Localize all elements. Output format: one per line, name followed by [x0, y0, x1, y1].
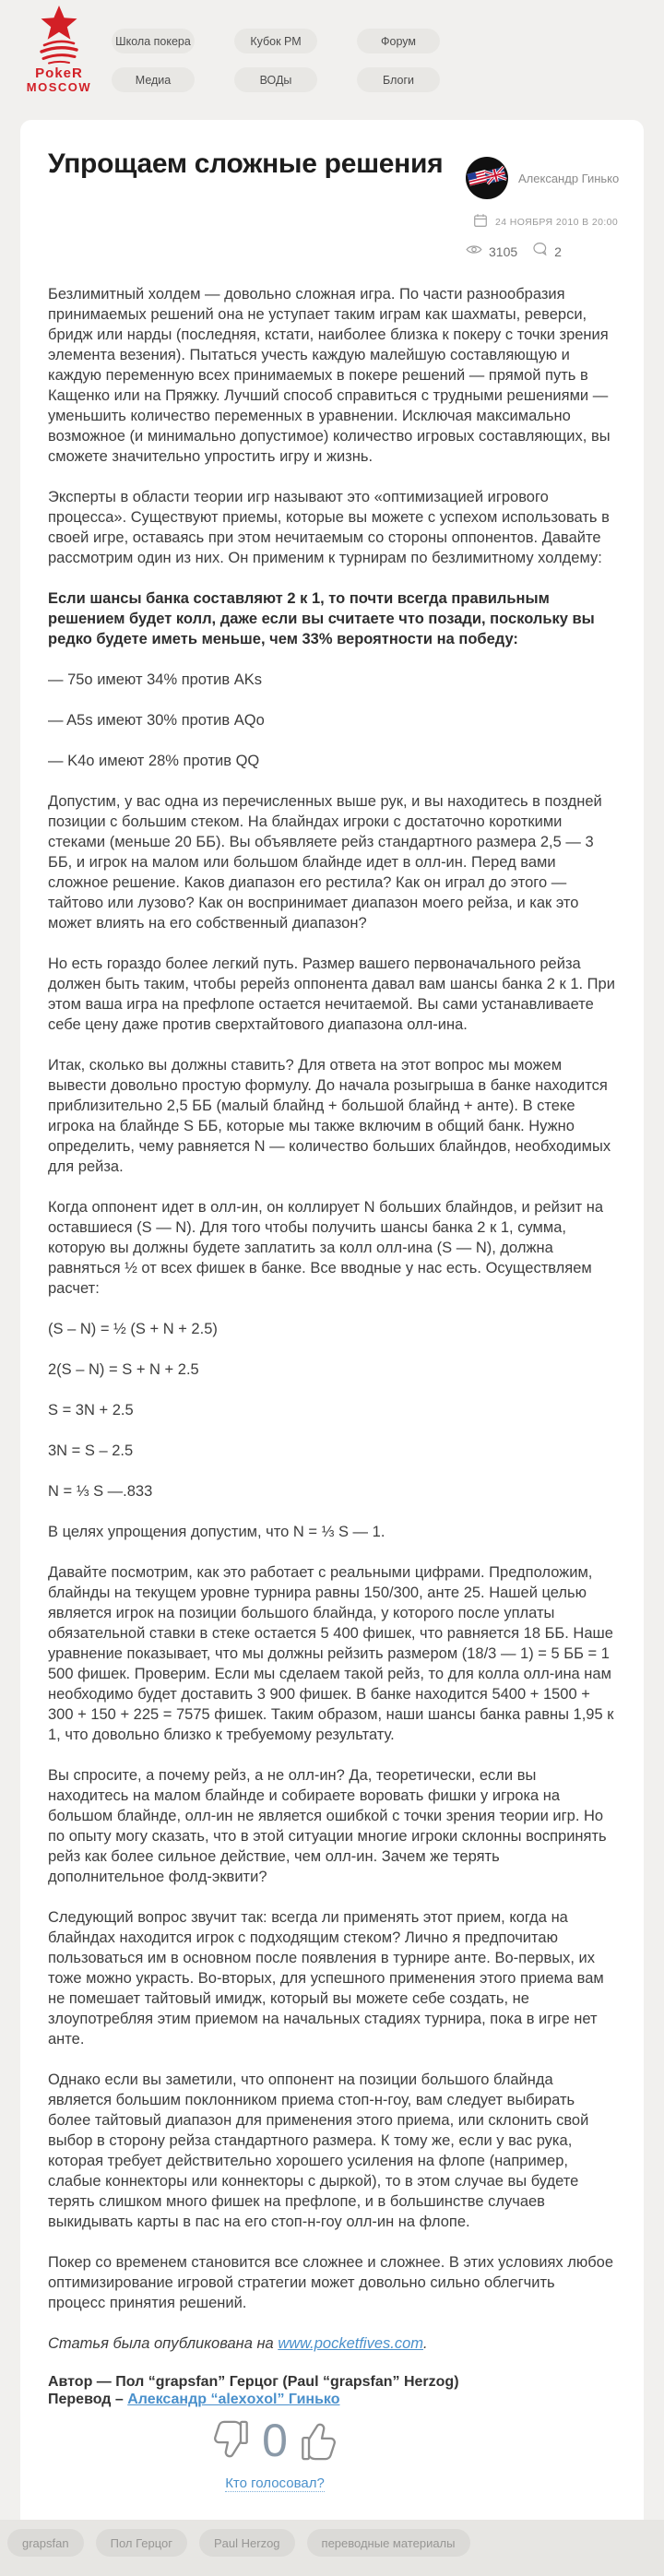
tag-pill[interactable]: Paul Herzog — [199, 2529, 295, 2557]
vote-area — [48, 2417, 502, 2492]
views-count: 3105 — [489, 243, 518, 259]
author-name[interactable]: Александр Гинько — [518, 171, 620, 185]
credit-translation-line — [48, 2391, 616, 2408]
article-paragraph: В целях упрощения допустим, что N = ⅓ S — 1. — [48, 1524, 385, 1540]
tag-pill[interactable]: переводные материалы — [307, 2529, 470, 2557]
comments-icon — [532, 242, 548, 261]
article-head — [48, 146, 620, 284]
article-paragraph: Давайте посмотрим, как это работает с реальными цифрами. Предположим, блайнды на текущем уровне турнира равны 150/300, анте 25. Нашей целью является игрок на позиции большого блайнда, у которого после уплаты обязательной ставки в стеке остается 5 400 фишек, что равняется 18 ББ. Наше уравнение показывает, что мы должны рейзить размером (18/3 — 1) = 5 ББ = 1 500 фишек. Проверим. Если мы сделаем такой рейз, то для колла олл-ина нам необходимо будет доставить 3 900 фишек. В банке находится 5400 + 1500 + 300 + 150 + 225 = 7575 фишек. Таким образом, наши шансы банка равны 1,95 к 1, что довольно близко к требуемому результату. — [48, 1564, 614, 1743]
article-paragraph: — 75o имеют 34% против AKs — [48, 671, 263, 688]
avatar[interactable] — [466, 157, 508, 199]
article-paragraph: 3N = S – 2.5 — [48, 1442, 134, 1459]
source-line — [48, 2333, 616, 2354]
publish-date: 24 НОЯБРЯ 2010 В 20:00 — [495, 216, 619, 228]
article-paragraph: Следующий вопрос звучит так: всегда ли применять этот прием, когда на блайндах находится игрок с подходящим стеком? Лично я предпочитаю пользоваться им в основном после появления в турнире анте. Во-первых, их тоже можно украсть. Во-вторых, для успешного применения этого приема вам не помешает тайтовый имидж, который вы можете себе создать, не злоупотребляя этим приемом на начальных стадиях турнира, пока в игре нет анте. — [48, 1909, 604, 2048]
article-paragraph: N = ⅓ S —.833 — [48, 1483, 153, 1500]
translator-link[interactable]: Александр “alexoxol” Гинько — [127, 2392, 340, 2407]
translation-prefix: Перевод – — [48, 2392, 128, 2407]
article-paragraph: Когда оппонент идет в олл-ин, он коллирует N больших блайндов, и рейзит на оставшиеся (S — N). Для того чтобы получить шансы банка 2 к 1, сумма, которую вы должны будете заплатить за колл олл-ина (S — N), должна равняться ½ от всех фишек в банке. Все вводные у нас есть. Осуществляем расчет: — [48, 1199, 604, 1297]
article-paragraph: 2(S – N) = S + N + 2.5 — [48, 1361, 199, 1378]
who-voted-link[interactable]: Кто голосовал? — [225, 2475, 325, 2491]
article-paragraph: Однако если вы заметили, что оппонент на позиции большого блайнда является большим поклонником приема стоп-н-гоу, вам следует выбирать более тайтовый диапазон для применения этого приема, или склонить свой выбор в сторону рейза стандартного размера. К тому же, если у вас рука, которая требует действительно хорошего усиления на флопе (например, слабые коннекторы или коннекторы с дыркой), то в этом случае вы будете терять слишком много фишек на префлопе, и в большинстве случаев выкидывать карты в пас на его стоп-н-гоу олл-ин на флопе. — [48, 2071, 589, 2230]
nav-button[interactable]: Кубок РМ — [234, 29, 317, 53]
nav-button[interactable]: ВОДы — [234, 67, 317, 92]
article-paragraph: — A5s имеют 30% против AQo — [48, 712, 265, 729]
tag-pill[interactable]: grapsfan — [7, 2529, 84, 2557]
article-paragraph: Итак, сколько вы должны ставить? Для ответа на этот вопрос мы можем вывести довольно простую формулу. До начала розыгрыша в банке находится приблизительно 2,5 ББ (малый блайнд + большой блайнд + анте). В стеке игрока на блайнде S ББ, которые мы также включим в общий банк. Нужно определить, чему равняется N — количество больших блайндов, необходимых для рейза. — [48, 1057, 611, 1175]
star-logo-icon — [13, 4, 105, 65]
article-paragraph: Если шансы банка составляют 2 к 1, то почти всегда правильным решением будет колл, даже если вы считаете что позади, поскольку вы редко будете иметь меньше, чем 33% вероятности на победу: — [48, 590, 595, 647]
tags-footer — [0, 2520, 664, 2576]
nav-button[interactable]: Школа покера — [112, 29, 195, 53]
views-icon — [466, 243, 482, 260]
article-body — [48, 284, 616, 2313]
main-nav — [112, 29, 440, 92]
logo-text: PokeR MOSCOW — [26, 65, 92, 94]
article-card — [20, 120, 644, 2520]
site-logo[interactable] — [13, 4, 105, 93]
article-paragraph: Эксперты в области теории игр называют это «оптимизацией игрового процесса». Существуют приемы, которые вы можете с успехом использовать в своей игре, оставаясь при этом нечитаемым со стороны оппонентов. Давайте рассмотрим один из них. Он применим к турнирам по безлимитному холдему: — [48, 489, 610, 566]
stats-row — [466, 242, 622, 261]
nav-button[interactable]: Медиа — [112, 67, 195, 92]
nav-button[interactable]: Блоги — [357, 67, 440, 92]
article-paragraph: (S – N) = ½ (S + N + 2.5) — [48, 1321, 218, 1337]
credit-author-line: Автор — Пол “grapsfan” Герцог (Paul “grapsfan” Herzog) — [48, 2374, 459, 2390]
publish-date-row — [466, 213, 622, 231]
article-paragraph: Покер со временем становится все сложнее и сложнее. В этих условиях любое оптимизирование игровой стратегии может довольно сильно облегчить процесс принятия решений. — [48, 2254, 614, 2311]
thumb-down-button[interactable] — [208, 2417, 251, 2463]
article-paragraph: S = 3N + 2.5 — [48, 1402, 134, 1419]
author-row — [466, 157, 622, 199]
vote-count: 0 — [262, 2415, 288, 2466]
article-paragraph: Допустим, у вас одна из перечисленных выше рук, и вы находитесь в поздней позиции с большим стеком. На блайндах игроки с достаточно короткими стеками (меньше 20 ББ). Вы объявляете рейз стандартного размера 2,5 — 3 ББ, и игрок на малом или большом блайнде идет в олл-ин. Перед вами сложное решение. Каков диапазон его рестила? Как он играл до этого — тайтово или лузово? Как он воспринимает диапазон моего рейза, и как это может влиять на его собственный диапазон? — [48, 793, 602, 932]
credits — [48, 2373, 616, 2408]
thumb-up-button[interactable] — [299, 2417, 341, 2463]
source-prefix: Статья была опубликована на — [48, 2335, 279, 2352]
article-paragraph: — K4o имеют 28% против QQ — [48, 753, 260, 769]
comments-count: 2 — [554, 243, 562, 259]
calendar-icon — [473, 213, 488, 231]
article-paragraph: Вы спросите, а почему рейз, а не олл-ин? Да, теоретически, если вы находитесь на малом блайнде и собираете воровать фишки у игрока на большом блайнде, олл-ин не является ошибкой с точки зрения теории игр. Но по опыту могу сказать, что в этой ситуации многие игроки склонны воспринять рейз как более сильное действие, чем олл-ин. Зачем же терять дополнительное фолд-эквити? — [48, 1767, 607, 1885]
article-meta — [466, 157, 622, 261]
article-paragraph: Но есть гораздо более легкий путь. Размер вашего первоначального рейза должен быть таким, чтобы ререйз оппонента давал вам шансы банка 2 к 1. При этом ваша игра на префлопе остается нечитаемой. Вы сами устанавливаете себе цену даже против сверхтайтового диапазона олл-ина. — [48, 956, 615, 1033]
source-suffix: . — [423, 2335, 428, 2352]
tag-pill[interactable]: Пол Герцог — [96, 2529, 187, 2557]
source-link[interactable]: www.pocketfives.com — [278, 2335, 424, 2352]
vote-row — [48, 2415, 502, 2466]
article-paragraph: Безлимитный холдем — довольно сложная игра. По части разнообразия принимаемых решений она не уступает таким играм как шахматы, реверси, бридж или нарды (последняя, кстати, наиболее близка к покеру с точки зрения элемента везения). Пытаться учесть каждую малейшую составляющую и каждую переменную всех принимаемых в покере решений — прямой путь в Кащенко или на Пряжку. Лучший способ справиться с трудными решениями — уменьшить количество переменных в уравнении. Исключая максимально возможное (и минимально допустимое) количество игровых составляющих, вы сможете значительно упростить игру и жизнь. — [48, 286, 611, 465]
nav-button[interactable]: Форум — [357, 29, 440, 53]
site-header — [0, 0, 664, 120]
page-title: Упрощаем сложные решения — [48, 148, 444, 179]
